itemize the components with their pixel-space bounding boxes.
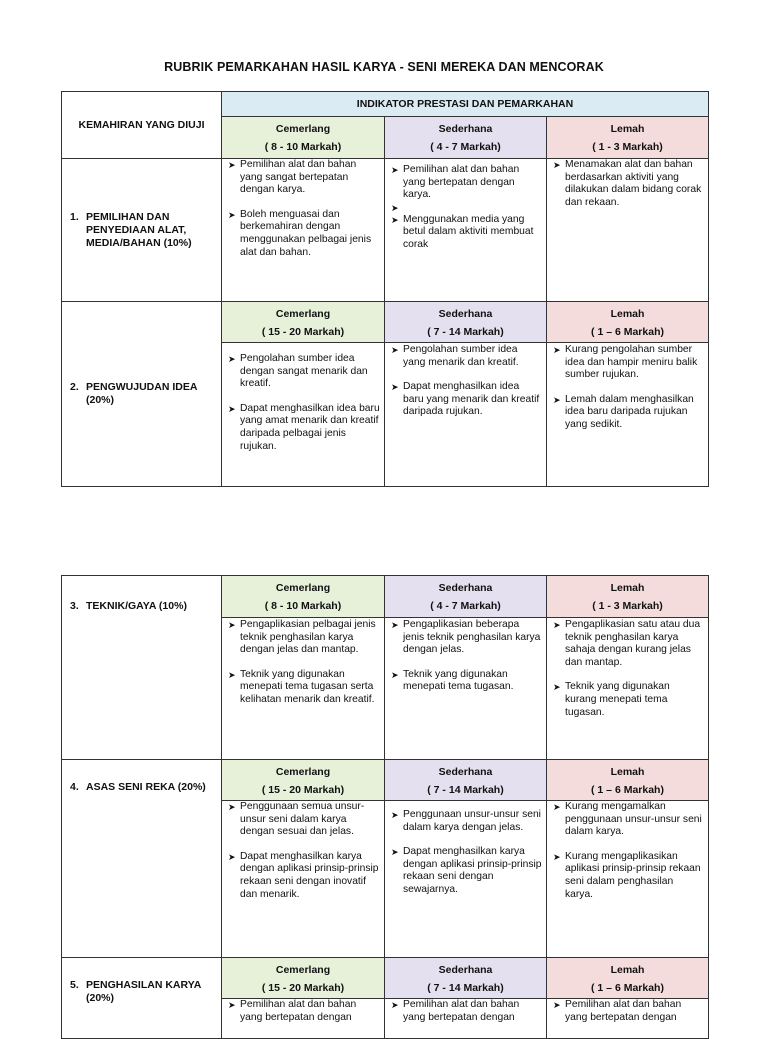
page-title: RUBRIK PEMARKAHAN HASIL KARYA - SENI MEREKA DAN MENCORAK bbox=[164, 60, 604, 74]
descriptor-lemah bbox=[547, 343, 709, 487]
list-item: ➤ Dapat menghasilkan karya dengan aplikasi prinsip-prinsip rekaan seni dengan inovatif dan menarik. bbox=[228, 851, 380, 901]
level-header-cemerlang bbox=[222, 302, 385, 343]
descriptor-lemah bbox=[547, 618, 709, 760]
descriptor-cemerlang bbox=[222, 159, 385, 302]
level-marks: ( 1 – 6 Markah) bbox=[591, 784, 664, 796]
indikator-header: INDIKATOR PRESTASI DAN PEMARKAHAN bbox=[222, 92, 709, 117]
level-label: Sederhana bbox=[438, 964, 493, 976]
criterion-name: PENGWUJUDAN IDEA (20%) bbox=[86, 381, 198, 406]
descriptor-lemah bbox=[547, 159, 709, 302]
descriptor-cemerlang bbox=[222, 801, 385, 958]
list-item: ➤ Teknik yang digunakan menepati tema tugasan. bbox=[391, 669, 542, 694]
level-header-sederhana bbox=[385, 302, 547, 343]
list-item: ➤ Teknik yang digunakan kurang menepati tema tugasan. bbox=[553, 681, 704, 719]
level-label: Sederhana bbox=[438, 766, 493, 778]
criterion-5 bbox=[62, 958, 222, 1039]
criterion-name: PEMILIHAN DAN PENYEDIAAN ALAT, MEDIA/BAHAN (10%) bbox=[86, 210, 192, 249]
criterion-name: ASAS SENI REKA (20%) bbox=[86, 781, 206, 793]
list-item: ➤ Menggunakan media yang betul dalam aktiviti membuat corak bbox=[391, 214, 542, 252]
level-label: Lemah bbox=[610, 582, 645, 594]
descriptor-cemerlang bbox=[222, 343, 385, 487]
criterion-name: TEKNIK/GAYA (10%) bbox=[86, 600, 187, 612]
level-marks: ( 4 - 7 Markah) bbox=[430, 600, 501, 612]
level-header-lemah bbox=[547, 117, 709, 159]
list-item: ➤ Boleh menguasai dan berkemahiran dengan menggunakan pelbagai jenis alat dan bahan. bbox=[228, 209, 380, 259]
list-item: ➤ Penggunaan unsur-unsur seni dalam karya dengan jelas. bbox=[391, 809, 542, 834]
kemahiran-header: KEMAHIRAN YANG DIUJI bbox=[62, 92, 222, 159]
level-header-cemerlang bbox=[222, 958, 385, 999]
criterion-4 bbox=[62, 760, 222, 958]
descriptor-sederhana bbox=[385, 618, 547, 760]
level-marks: ( 1 – 6 Markah) bbox=[591, 326, 664, 338]
level-label: Sederhana bbox=[438, 582, 493, 594]
level-marks: ( 15 - 20 Markah) bbox=[261, 982, 345, 994]
criterion-3 bbox=[62, 576, 222, 760]
level-marks: ( 4 - 7 Markah) bbox=[430, 141, 501, 153]
list-item: ➤ Teknik yang digunakan menepati tema tugasan serta kelihatan menarik dan kreatif. bbox=[228, 669, 380, 707]
criterion-number: 4. bbox=[70, 781, 79, 793]
criterion-2 bbox=[62, 302, 222, 487]
level-marks: ( 15 - 20 Markah) bbox=[261, 326, 345, 338]
list-item: ➤ Penggunaan semua unsur-unsur seni dalam karya dengan sesuai dan jelas. bbox=[228, 801, 380, 839]
level-label: Cemerlang bbox=[275, 766, 331, 778]
list-item: ➤ Pemilihan alat dan bahan yang bertepatan dengan bbox=[391, 999, 542, 1024]
level-label: Lemah bbox=[610, 308, 645, 320]
criterion-number: 5. bbox=[70, 979, 79, 991]
descriptor-cemerlang bbox=[222, 618, 385, 760]
criterion-name: PENGHASILAN KARYA (20%) bbox=[86, 979, 201, 1004]
level-header-lemah bbox=[547, 958, 709, 999]
level-header-cemerlang bbox=[222, 117, 385, 159]
descriptor-sederhana bbox=[385, 999, 547, 1039]
rubric-table-2 bbox=[61, 575, 709, 1039]
descriptor-lemah bbox=[547, 801, 709, 958]
level-marks: ( 7 - 14 Markah) bbox=[427, 982, 504, 994]
level-marks: ( 1 - 3 Markah) bbox=[592, 600, 663, 612]
level-marks: ( 1 - 3 Markah) bbox=[592, 141, 663, 153]
level-header-sederhana bbox=[385, 576, 547, 618]
list-item: ➤ Lemah dalam menghasilkan idea baru daripada rujukan yang sedikit. bbox=[553, 394, 704, 432]
descriptor-lemah bbox=[547, 999, 709, 1039]
descriptor-cemerlang bbox=[222, 999, 385, 1039]
level-label: Lemah bbox=[610, 766, 645, 778]
list-item: ➤ Pemilihan alat dan bahan yang bertepatan dengan karya. bbox=[391, 164, 542, 202]
list-item: ➤ Pengaplikasian beberapa jenis teknik penghasilan karya dengan jelas. bbox=[391, 619, 542, 657]
list-item: ➤ Dapat menghasilkan idea baru yang menarik dan kreatif daripada rujukan. bbox=[391, 381, 542, 419]
descriptor-sederhana bbox=[385, 159, 547, 302]
criterion-number: 1. bbox=[70, 210, 79, 223]
level-header-sederhana bbox=[385, 117, 547, 159]
level-label: Cemerlang bbox=[275, 123, 331, 135]
level-header-lemah bbox=[547, 302, 709, 343]
level-marks: ( 1 – 6 Markah) bbox=[591, 982, 664, 994]
list-item: ➤ Dapat menghasilkan karya dengan aplikasi prinsip-prinsip rekaan seni dengan sewajarnya. bbox=[391, 846, 542, 896]
level-marks: ( 8 - 10 Markah) bbox=[264, 141, 342, 153]
level-marks: ( 7 - 14 Markah) bbox=[427, 326, 504, 338]
level-marks: ( 15 - 20 Markah) bbox=[261, 784, 345, 796]
list-item: ➤ Pengolahan sumber idea dengan sangat menarik dan kreatif. bbox=[228, 353, 380, 391]
level-label: Cemerlang bbox=[275, 582, 331, 594]
level-header-cemerlang bbox=[222, 576, 385, 618]
list-item: ➤ Pemilihan alat dan bahan yang sangat bertepatan dengan karya. bbox=[228, 159, 380, 197]
list-item: ➤ Pengaplikasian satu atau dua teknik penghasilan karya sahaja dengan kurang jelas dan mantap. bbox=[553, 619, 704, 669]
list-item: ➤ Pengaplikasian pelbagai jenis teknik penghasilan karya dengan jelas dan mantap. bbox=[228, 619, 380, 657]
level-label: Lemah bbox=[610, 123, 645, 135]
list-item: ➤ Dapat menghasilkan idea baru yang amat menarik dan kreatif daripada pelbagai jenis rujukan. bbox=[228, 403, 380, 453]
level-header-sederhana bbox=[385, 760, 547, 801]
criterion-number: 2. bbox=[70, 381, 79, 393]
list-item: ➤ Pengolahan sumber idea yang menarik dan kreatif. bbox=[391, 344, 542, 369]
descriptor-sederhana bbox=[385, 343, 547, 487]
criterion-1 bbox=[62, 159, 222, 302]
list-item: ➤ Menamakan alat dan bahan berdasarkan aktiviti yang dilakukan dalam bidang corak dan rekaan. bbox=[553, 159, 704, 209]
list-item: ➤ Kurang mengamalkan penggunaan unsur-unsur seni dalam karya. bbox=[553, 801, 704, 839]
list-item bbox=[391, 202, 542, 214]
list-item: ➤ Kurang pengolahan sumber idea dan hampir meniru balik sumber rujukan. bbox=[553, 344, 704, 382]
level-label: Sederhana bbox=[438, 308, 493, 320]
level-marks: ( 7 - 14 Markah) bbox=[427, 784, 504, 796]
level-header-cemerlang bbox=[222, 760, 385, 801]
level-label: Cemerlang bbox=[275, 308, 331, 320]
level-label: Lemah bbox=[610, 964, 645, 976]
level-label: Cemerlang bbox=[275, 964, 331, 976]
rubric-table-1 bbox=[61, 91, 709, 487]
level-label: Sederhana bbox=[438, 123, 493, 135]
list-item: ➤ Pemilihan alat dan bahan yang bertepatan dengan bbox=[553, 999, 704, 1024]
descriptor-sederhana bbox=[385, 801, 547, 958]
level-header-sederhana bbox=[385, 958, 547, 999]
level-marks: ( 8 - 10 Markah) bbox=[264, 600, 342, 612]
list-item: ➤ Pemilihan alat dan bahan yang bertepatan dengan bbox=[228, 999, 380, 1024]
criterion-number: 3. bbox=[70, 600, 79, 612]
level-header-lemah bbox=[547, 576, 709, 618]
level-header-lemah bbox=[547, 760, 709, 801]
list-item: ➤ Kurang mengaplikasikan aplikasi prinsip-prinsip rekaan seni dalam penghasilan karya. bbox=[553, 851, 704, 901]
